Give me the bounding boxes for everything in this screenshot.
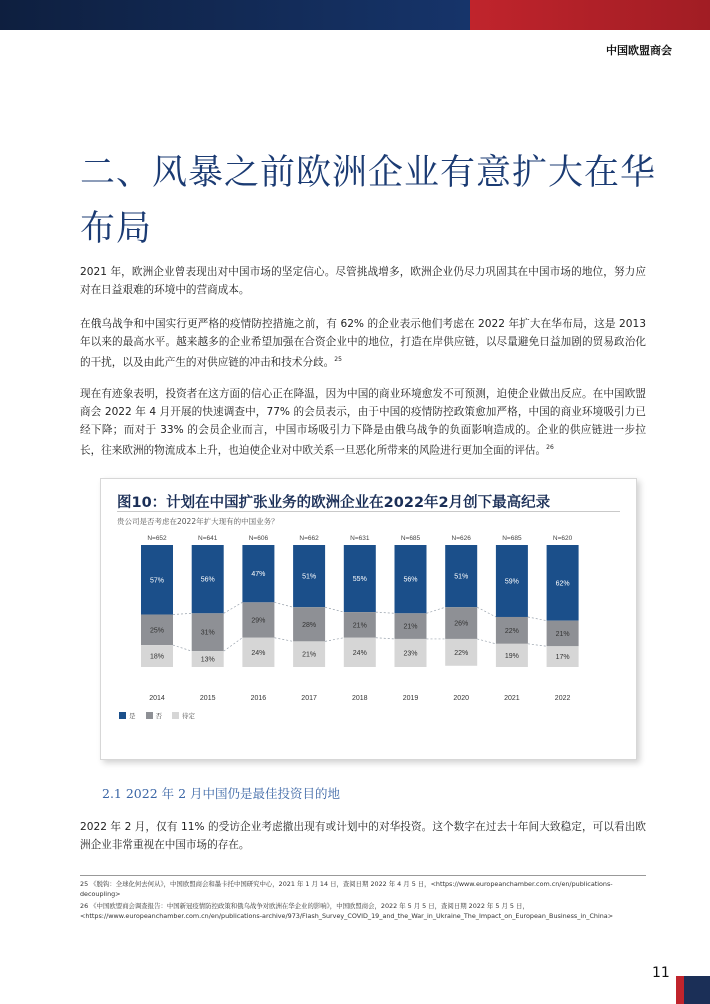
- connector-line: [173, 645, 192, 651]
- connector-line: [173, 613, 192, 614]
- connector-line: [274, 638, 293, 642]
- top-color-bar: [0, 0, 710, 30]
- legend-label-no: 否: [155, 712, 162, 720]
- connector-line: [528, 644, 547, 646]
- data-label: 59%: [504, 578, 519, 586]
- figure-subtitle: 贵公司是否考虑在2022年扩大现有的中国业务？: [117, 517, 279, 526]
- sample-size-label: N=685: [400, 535, 421, 542]
- legend-item-undecided: [172, 711, 195, 720]
- data-label: 13%: [200, 656, 215, 664]
- paragraph-1: [80, 263, 646, 299]
- header-org-name: 中国欧盟商会: [606, 44, 672, 57]
- sample-size-label: N=641: [198, 535, 218, 542]
- data-label: 24%: [251, 649, 266, 657]
- data-label: 21%: [302, 651, 317, 659]
- paragraph-3-text: 现在有迹象表明，投资者在这方面的信心正在降温，因为中国的商业环境愈发不可预测，迫使企业做出反应。在中国欧盟商会 2022 年 4 月开展的快速调查中，77% 的会员表示，由于中国的疫情防控政策愈加严格，中国的商业环境吸引力已经下降；而对于 33% 的会员企业而言，中国市场吸引力下降是由俄乌战争的负面影响造成的。企业的供应链进一步拉长，往来欧洲的物流成本上升，也迫使企业对中欧关系一旦恶化所带来的风险进行更加全面的评估。: [80, 388, 646, 457]
- sample-size-label: N=626: [451, 535, 471, 542]
- x-tick-label: 2014: [149, 695, 165, 702]
- legend-label-undecided: 待定: [182, 712, 195, 720]
- data-label: 18%: [149, 653, 165, 661]
- connector-line: [376, 612, 395, 613]
- footnote-ref-25[interactable]: 25: [334, 356, 342, 363]
- x-tick-label: 2017: [301, 695, 317, 702]
- sample-size-label: N=685: [502, 535, 522, 542]
- data-label: 28%: [302, 621, 317, 629]
- data-label: 51%: [454, 573, 469, 581]
- data-label: 31%: [200, 629, 215, 637]
- sample-size-label: N=631: [350, 535, 370, 542]
- data-label: 55%: [352, 576, 367, 584]
- connector-line: [325, 638, 344, 642]
- paragraph-1-text: 2021 年，欧洲企业曾表现出对中国市场的坚定信心。尽管挑战增多，欧洲企业仍尽力巩固其在中国市场的地位，努力应对在日益艰难的环境中的营商成本。: [80, 266, 646, 296]
- connector-line: [477, 639, 496, 644]
- x-tick-label: 2019: [402, 695, 419, 702]
- legend-swatch-yes: [119, 712, 126, 719]
- paragraph-2-text: 在俄乌战争和中国实行更严格的疫情防控措施之前，有 62% 的企业表示他们考虑在 2022 年扩大在华布局，这是 2013 年以来的最高水平。越来越多的企业希望加强在合资企业中的地位，打造在岸供应链，以尽量避免日益加剧的贸易政治化的干扰，以及由此产生的对供应链的冲击和技术分歧。: [80, 318, 646, 369]
- figure-10: [100, 478, 637, 760]
- data-label: 23%: [403, 650, 418, 658]
- data-label: 19%: [504, 652, 519, 660]
- footnote-26: 26 《中国欧盟商会调查报告：中国新冠疫情防控政策和俄乌战争对欧洲在华企业的影响》，中国欧盟商会，2022 年 5 月 5 日，查阅日期 2022 年 5 月 5 日，<https://www.europeanchamber.com.cn/en/publications-archive/973/Flash_Survey_COVID_19_and_the_War_in_Ukraine_The_Impact_on_European_Business_in_China>: [80, 902, 614, 920]
- data-label: 26%: [454, 620, 469, 628]
- sample-size-label: N=662: [299, 535, 319, 542]
- subsection-paragraph: 2022 年 2 月，仅有 11% 的受访企业考虑撤出现有或计划中的对华投资。这个数字在过去十年间大致稳定，可以看出欧洲企业非常重视在中国市场的存在。: [80, 821, 646, 851]
- x-tick-label: 2016: [250, 695, 267, 702]
- figure-title: 图10：计划在中国扩张业务的欧洲企业在2022年2月创下最高纪录: [117, 495, 551, 511]
- top-bar-red: [470, 0, 710, 30]
- connector-line: [376, 638, 395, 639]
- legend-swatch-undecided: [172, 712, 179, 719]
- subsection-title: 2.1 2022 年 2 月中国仍是最佳投资目的地: [102, 786, 341, 801]
- x-tick-label: 2018: [352, 695, 368, 702]
- chart-legend: [119, 711, 195, 720]
- sample-size-label: N=606: [248, 535, 269, 542]
- x-tick-label: 2021: [504, 695, 520, 702]
- data-label: 47%: [251, 571, 266, 579]
- legend-item-yes: [119, 711, 136, 720]
- data-label: 62%: [555, 580, 570, 588]
- section-title: 二、风暴之前欧洲企业有意扩大在华布局: [80, 153, 657, 250]
- page-number: 11: [652, 965, 670, 981]
- paragraph-2: [80, 315, 646, 372]
- data-label: 17%: [555, 654, 570, 662]
- x-tick-label: 2020: [453, 695, 469, 702]
- connector-line: [224, 638, 243, 651]
- data-label: 21%: [403, 623, 418, 631]
- data-label: 56%: [403, 576, 418, 584]
- data-label: 24%: [352, 649, 367, 657]
- footnote-ref-26[interactable]: 26: [546, 444, 554, 451]
- x-tick-label: 2015: [199, 695, 216, 702]
- data-label: 22%: [454, 649, 469, 657]
- legend-label-yes: 是: [129, 712, 136, 720]
- data-label: 21%: [555, 630, 570, 638]
- legend-swatch-no: [146, 712, 153, 719]
- sample-size-label: N=652: [147, 535, 167, 542]
- data-label: 51%: [302, 573, 317, 581]
- data-label: 21%: [352, 622, 367, 630]
- top-bar-blue: [0, 0, 470, 30]
- connector-line: [325, 607, 344, 612]
- connector-line: [477, 607, 496, 617]
- data-label: 22%: [504, 627, 519, 635]
- sample-size-label: N=620: [552, 535, 573, 542]
- data-label: 57%: [149, 577, 165, 585]
- corner-accent-blue: [684, 976, 710, 1004]
- legend-item-no: [146, 711, 163, 720]
- paragraph-3: [80, 385, 646, 460]
- data-label: 25%: [149, 627, 165, 635]
- x-tick-label: 2022: [554, 695, 571, 702]
- connector-line: [528, 617, 547, 621]
- data-label: 29%: [251, 617, 266, 625]
- connector-line: [224, 602, 243, 613]
- connector-line: [274, 602, 293, 607]
- data-label: 56%: [200, 576, 215, 584]
- corner-accent-red: [676, 976, 684, 1004]
- footnote-divider: [80, 875, 646, 876]
- footnote-25: 25 《脱钩：全球化何去何从》，中国欧盟商会和墨卡托中国研究中心，2021 年 1 月 14 日，查阅日期 2022 年 4 月 5 日，<https://www.europeanchamber.com.cn/en/publications-decoupling>: [80, 880, 613, 898]
- connector-line: [427, 607, 446, 613]
